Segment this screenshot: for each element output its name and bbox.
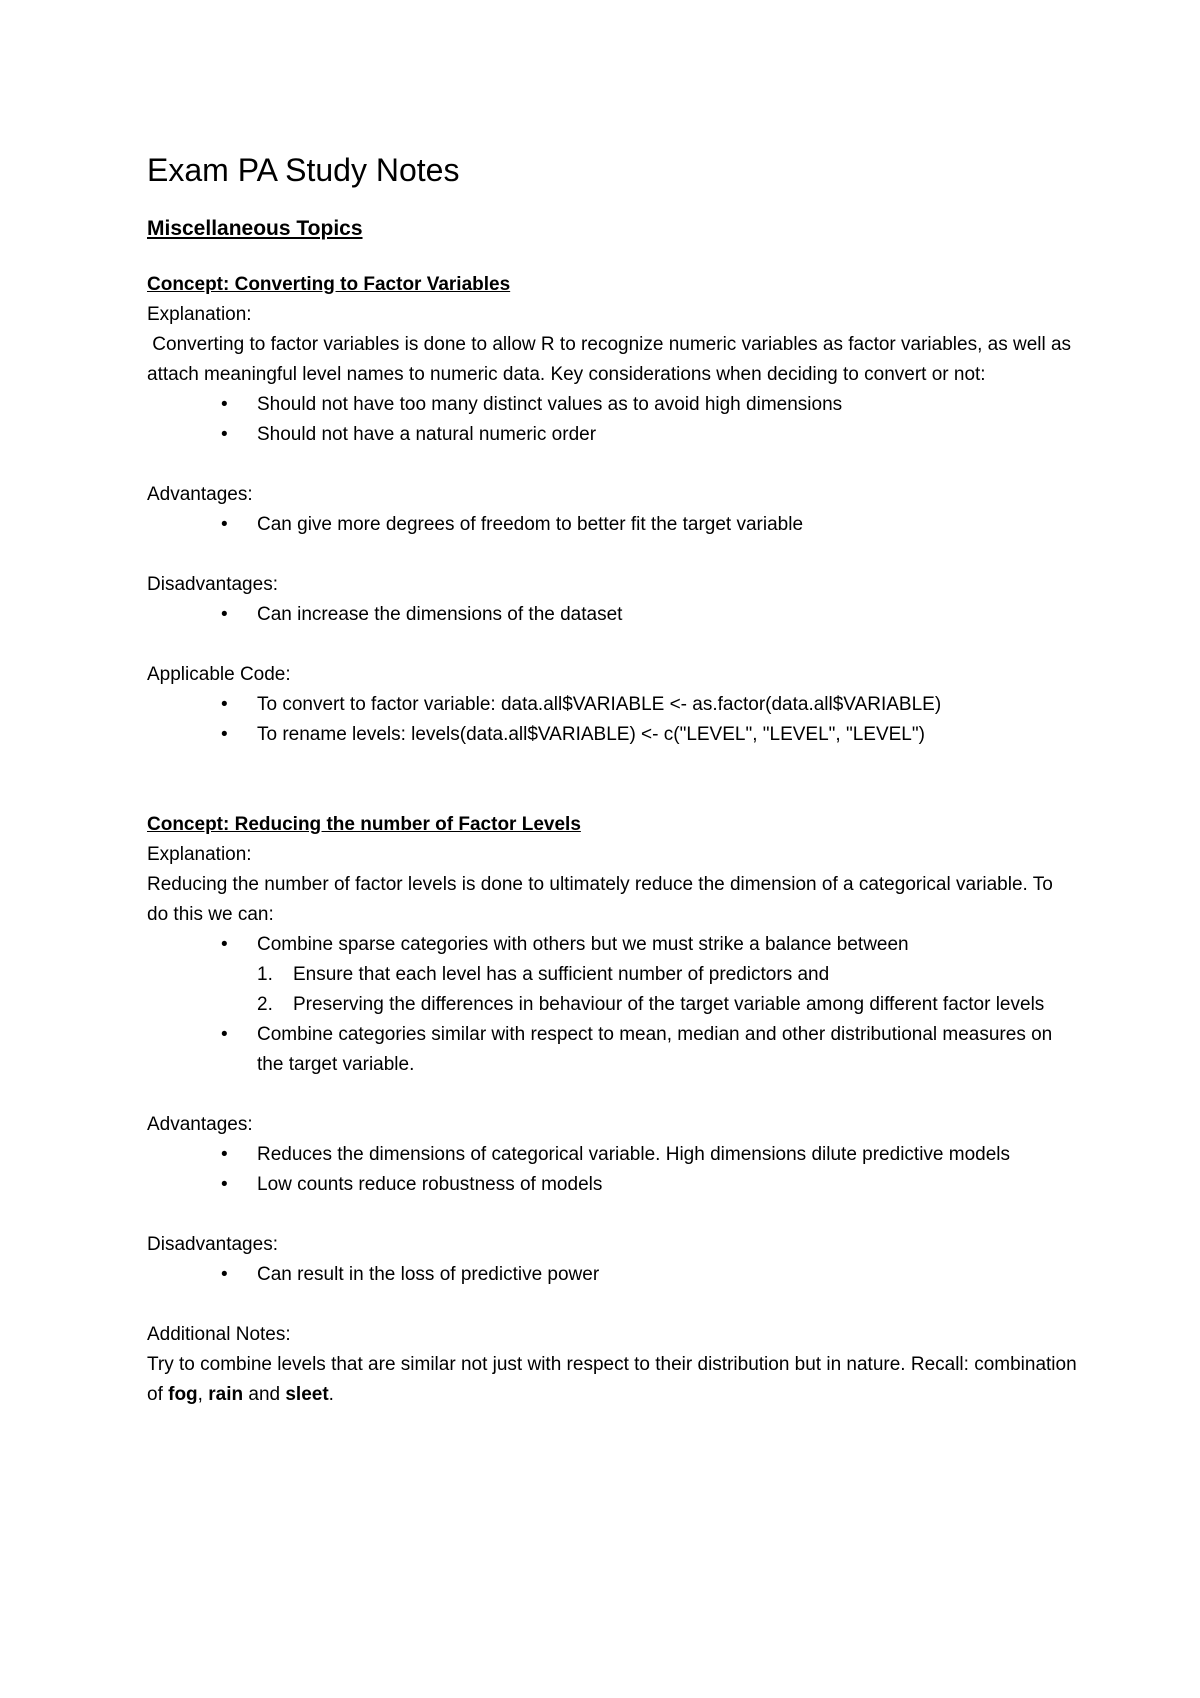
list-item: • Can give more degrees of freedom to better fit the target variable [257,510,1077,540]
explanation-text: Converting to factor variables is done to allow R to recognize numeric variables as factor variables, as well as attach meaningful level names to numeric data. Key considerations when deciding to convert or not: [147,334,1077,385]
list-item: • Reduces the dimensions of categorical variable. High dimensions dilute predictive models [257,1140,1077,1170]
explanation-label: Explanation: [147,304,252,325]
concept-title: Concept: Reducing the number of Factor Levels [147,814,581,835]
concept-block-reducing-levels [147,810,1077,1410]
advantages-list [147,510,1077,540]
document-title: Exam PA Study Notes [147,152,460,188]
list-item: • Combine sparse categories with others but we must strike a balance between 1. Ensure that each level has a sufficient number of predictors and 2. Preserving the differences in behaviour of the target variable among different factor levels [257,930,1077,1020]
bullet-icon: • [221,1144,228,1165]
bullet-icon: • [221,514,228,535]
balance-list [257,960,1077,1020]
disadvantages-list [147,1260,1077,1290]
emphasis-rain: rain [208,1384,244,1405]
advantages-label: Advantages: [147,484,253,505]
bullet-icon: • [221,424,228,445]
additional-notes-text: Try to combine levels that are similar not just with respect to their distribution but in nature. Recall: combination of fog, rain and sleet. [147,1354,1077,1405]
bullet-icon: • [221,604,228,625]
bullet-icon: • [221,1264,228,1285]
steps-list [147,930,1077,1080]
bullet-icon: • [221,694,228,715]
list-item: • To rename levels: levels(data.all$VARIABLE) <- c("LEVEL", "LEVEL", "LEVEL") [257,720,1077,750]
advantages-list [147,1140,1077,1200]
list-item: • Can increase the dimensions of the dataset [257,600,1077,630]
code-list [147,690,1077,750]
emphasis-fog: fog [168,1384,198,1405]
advantages-label: Advantages: [147,1114,253,1135]
list-item: • Can result in the loss of predictive power [257,1260,1077,1290]
section-heading: Miscellaneous Topics [147,217,363,240]
numbered-item: 1. Ensure that each level has a sufficient number of predictors and [257,964,830,985]
considerations-list [147,390,1077,450]
additional-notes-label: Additional Notes: [147,1324,291,1345]
concept-title: Concept: Converting to Factor Variables [147,274,511,295]
concept-block-factor-variables [147,270,1077,750]
emphasis-sleet: sleet [285,1384,329,1405]
list-item: • Low counts reduce robustness of models [257,1170,1077,1200]
disadvantages-label: Disadvantages: [147,574,278,595]
disadvantages-label: Disadvantages: [147,1234,278,1255]
explanation-text: Reducing the number of factor levels is done to ultimately reduce the dimension of a categorical variable. To do this we can: [147,874,1053,925]
explanation-label: Explanation: [147,844,252,865]
list-item: • Should not have a natural numeric order [257,420,1077,450]
bullet-icon: • [221,1024,228,1045]
bullet-icon: • [221,934,228,955]
bullet-icon: • [221,394,228,415]
list-item: • Combine categories similar with respect to mean, median and other distributional measures on the target variable. [257,1020,1077,1080]
code-label: Applicable Code: [147,664,291,685]
bullet-icon: • [221,1174,228,1195]
disadvantages-list [147,600,1077,630]
list-item: • Should not have too many distinct values as to avoid high dimensions [257,390,1077,420]
list-item: • To convert to factor variable: data.all$VARIABLE <- as.factor(data.all$VARIABLE) [257,690,1077,720]
bullet-icon: • [221,724,228,745]
document-content [147,148,1077,1410]
numbered-item: 2. Preserving the differences in behaviour of the target variable among different factor levels [257,994,1045,1015]
